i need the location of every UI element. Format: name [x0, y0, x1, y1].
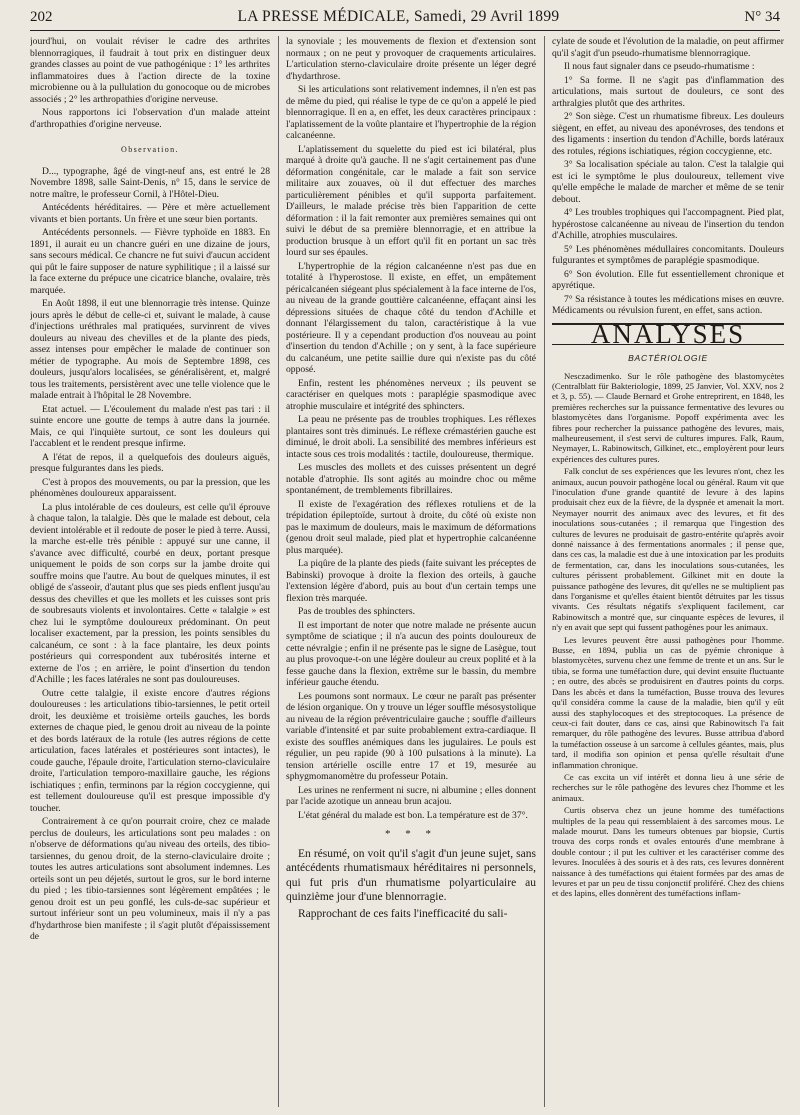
- section-separator-stars: * * *: [385, 828, 437, 840]
- paragraph: En résumé, on voit qu'il s'agit d'un jeune sujet, sans antécédents rhumatismaux héréditaires ni personnels, qui fut pris d'un rhumatisme polyarticulaire au quinzième jour d'une blennorragie.: [286, 847, 536, 903]
- paragraph: 1° Sa forme. Il ne s'agit pas d'inflammation des articulations, mais surtout de douleurs, ce sont des arthralgies plutôt que des arthrites.: [552, 74, 784, 109]
- paragraph: 2° Son siège. C'est un rhumatisme fibreux. Les douleurs siègent, en effet, au niveau des aponévroses, des tendons et des ligaments : insertion du tendon d'Achille, bords latéraux des rotules, régions ischiatiques, région coccygienne, etc.: [552, 111, 784, 157]
- paragraph: 7° Sa résistance à toutes les médications mises en œuvre. Médicaments ou révulsion furent, en effet, sans action.: [552, 293, 784, 316]
- paragraph: C'est à propos des mouvements, ou par la pression, que les phénomènes douloureux apparaissent.: [30, 476, 270, 499]
- paragraph: Il nous faut signaler dans ce pseudo-rhumatisme :: [564, 61, 755, 72]
- column-3: [552, 36, 784, 1109]
- paragraph: Les poumons sont normaux. Le cœur ne paraît pas présenter de lésion organique. On y trouve un léger souffle mésosystolique au niveau de la région préventriculaire gauche ; souffle d'ailleurs variable d'intensité et par suite probablement extra-cardiaque. Il existe des souffles anémiques dans les jugulaires. Le pouls est régulier, un peu rapide (90 à 100 pulsations à la minute). La tension artérielle oscille entre 17 et 19, mesurée au sphygmomanomètre du professeur Potain.: [286, 690, 536, 782]
- paragraph: la synoviale ; les mouvements de flexion et d'extension sont normaux ; on ne peut y provoquer de craquements articulaires. L'articulation sterno-claviculaire droite présente un léger degré d'hydarthrose.: [286, 36, 536, 82]
- paragraph: 4° Les troubles trophiques qui l'accompagnent. Pied plat, hypérostose calcanéenne au niveau de l'insertion du tendon d'Achille, atrophies musculaires.: [552, 207, 784, 241]
- paragraph: D..., typographe, âgé de vingt-neuf ans, est entré le 28 Novembre 1898, salle Saint-Denis, n° 15, dans le service de notre maître, le professeur Cornil, à l'Hôtel-Dieu.: [30, 165, 270, 200]
- page-header: [30, 6, 780, 28]
- header-rule: [30, 30, 780, 31]
- observation-heading: Observation.: [121, 145, 179, 154]
- paragraph: En Août 1898, il eut une blennorragie très intense. Quinze jours après le début de celle-ci et, suivant le malade, à cause d'injections uréthrales mal pratiquées, survinrent de vives douleurs au niveau des chevilles et de la plante des pieds, assez intenses pour empêcher le malade de continuer son métier de typographe. Au mois de Septembre 1898, ces douleurs, jusqu'alors localisées, se généralisèrent, et, malgré tous les traitements, persistèrent avec une telle violence que le malade entrait à l'hôpital le 28 Novembre.: [30, 298, 270, 401]
- issue-number: N° 34: [744, 8, 780, 25]
- column-1: [30, 36, 270, 1109]
- paragraph: Outre cette talalgie, il existe encore d'autres régions douloureuses : les articulations tibio-tarsiennes, le petit orteil droit, les deuxième et troisième orteils gauches, les bords externes de chaque pied, le genou droit au niveau de la pointe et des bords latéraux de la rotule (les autres régions de cette articulation, faces latérales et postérieures sont intactes), le coude gauche, l'épaule droite, l'articulation sterno-claviculaire droite, l'articulation temporo-maxillaire gauche, les régions ischiatiques ; enfin, terminons par la région coccygienne, qui est tellement douloureuse qu'il est presque impossible d'y toucher.: [30, 687, 270, 814]
- paragraph: Antécédents héréditaires. — Père et mère actuellement vivants et bien portants. Un frère et une sœur bien portants.: [30, 202, 270, 225]
- analyses-heading: ANALYSES: [590, 318, 746, 349]
- column-divider: [278, 36, 279, 1107]
- paragraph: 6° Son évolution. Elle fut essentiellement chronique et apyrétique.: [552, 268, 784, 291]
- paragraph: Si les articulations sont relativement indemnes, il n'en est pas de même du pied, qui réalise le type de ce qu'on a appelé le pied blennorragique. Il en a, en effet, les deux caractères principaux : l'aplatissement de la voûte plantaire et l'hypertrophie de la région calcanéenne.: [286, 84, 536, 141]
- paragraph: Enfin, restent les phénomènes nerveux ; ils peuvent se caractériser en quelques mots : paraplégie spasmodique avec atrophie musculaire et intégrité des sphincters.: [286, 377, 536, 412]
- paragraph: Curtis observa chez un jeune homme des tuméfactions multiples de la peau qui ressemblaient à des sarcomes mous. Le malade mourut. Dans les tumeurs obtenues par biopsie, Curtis trouva des corps ronds et ovales entourés d'une membrane à double contour ; il put les cultiver et les caractériser comme des levures. Inoculées à des souris et à des rats, ces levures donnèrent naissance à des tuméfactions qui étaient formées par des amas de levures et par un peu de tissu conjonctif proliféré. Chez des chiens et des lapins, elles donnèrent des tuméfactions inflam-: [552, 805, 784, 899]
- paragraph: Les urines ne renferment ni sucre, ni albumine ; elles donnent par l'acide azotique un anneau brun acajou.: [286, 784, 536, 807]
- paragraph: Antécédents personnels. — Fièvre typhoïde en 1883. En 1891, il aurait eu un chancre guéri en une dizaine de jours, sans secours médical. Ce chancre ne fut suivi d'aucun accident qui pût le faire supposer de nature syphilitique ; il a laissé sur la face externe du prépuce une cicatrice blanche, ovalaire, très marquée.: [30, 227, 270, 296]
- paragraph: jourd'hui, on voulait réviser le cadre des arthrites blennorragiques, il faudrait à tout prix en distinguer deux grandes classes au point de vue pathogénique : 1° les arthrites inflammatoires dues à l'action directe de la toxine microbienne ou à la pullulation du gonocoque ou de microbes associés ; 2° les arthropathies d'origine nerveuse.: [30, 36, 270, 105]
- paragraph: Etat actuel. — L'écoulement du malade n'est pas tari : il suinte encore une goutte de temps à autre dans la journée. Mais, ce qui l'inquiète surtout, ce sont les douleurs qui l'accablent et le rendent presque infirme.: [30, 403, 270, 449]
- paragraph: 3° Sa localisation spéciale au talon. C'est la talalgie qui est ici le symptôme le plus douloureux, tellement vive qu'elle empêche le malade de marcher et même de se tenir debout.: [552, 159, 784, 205]
- paragraph: Falk conclut de ses expériences que les levures n'ont, chez les animaux, aucun pouvoir pathogène local ou général. Raum vit que l'inoculation d'une grande quantité de levure à des lapins produisait chez eux de la fièvre, de la dyspnée et amenait la mort. Neymayer nourrit des animaux avec des levures, et fit des inoculations sous-cutanées ; il remarqua que l'ingestion des cultures de levures ne produisait de gastro-entérite qu'après avoir donné naissance à des fermentations anormales ; il pense que, dans ces cas, la maladie est due à une intoxication par les produits de fermentation, car, dans les inoculations sous-cutanées, les cultures périssent probablement. Gilkinet mit en doute la puissance pathogène des levures, dit qu'elles ne se multiplient pas dans l'organisme et qu'elles étaient bientôt détruites par les tissus vivants. Ces résultats négatifs s'expliquent facilement, car Rabinowitsch a montré que, sur cinquante espèces de levures, il n'y en avait que sept qui fussent pathogènes pour les animaux.: [552, 466, 784, 633]
- paragraph: L'aplatissement du squelette du pied est ici bilatéral, plus marqué à droite qu'à gauche. Il ne s'agit certainement pas d'une déformation congénitale, car le malade a fait son service militaire aux zouaves, où il dut effectuer des marches particulièrement pénibles et qu'il supporta parfaitement. D'ailleurs, le malade précise très bien l'apparition de cette déformation : il la fait remonter aux premières semaines qui ont suivi le début de sa première blennorragie, et en attribue la production brusque à un effort qu'il fit en portant un sac très lourd sur ses épaules.: [286, 143, 536, 258]
- paragraph: Les levures peuvent être aussi pathogènes pour l'homme. Busse, en 1894, publia un cas de pyémie chronique à blastomycètes, survenu chez une femme de trente et un ans. Sur le tibia, se forma une tuméfaction dure, qui devint ensuite fluctuante ; en outre, des abcès se produisirent en d'autres points du corps. Dans les abcès et dans la tuméfaction, Busse trouva des levures qu'il considéra comme la cause de la maladie, bien qu'il y eût aussi des staphylocoques et des streptocoques. La présence de ceux-ci fait douter, dans ce cas, ainsi que Rabinowitsch l'a fait remarquer, du rôle pathogène des levures. Busse attribua d'abord la tuméfaction osseuse à un sarcome à cellules géantes, mais, plus tard, il modifia son opinion et pensa qu'elle résultait d'une inflammation chronique.: [552, 634, 784, 770]
- page-number: 202: [30, 8, 53, 25]
- paragraph: Nesczadimenko. Sur le rôle pathogène des blastomycètes (Centralblatt für Bakteriologie, 1899, 25 Janvier, Vol. XXV, nos 2 et 3, p. 55). — Claude Bernard et Grohe entreprirent, en 1848, les premières recherches sur la puissance fermentative des levures ou blastomycètes dans l'organisme. Popoff expérimenta avec les fibres pour rechercher la puissance pathogène des levures, mais, malheureusement, il s'est servi de cultures impures. Falk, Raum, Neymayer, L. Rabinowitsch, Gilkinet, etc., employèrent pour leurs expériences des cultures pures.: [552, 370, 784, 464]
- paragraph: A l'état de repos, il a quelquefois des douleurs aiguës, presque fulgurantes dans les pieds.: [30, 451, 270, 474]
- paragraph: Ce cas excita un vif intérêt et donna lieu à une série de recherches sur le rôle pathogène des levures chez l'homme et les animaux.: [552, 771, 784, 803]
- paragraph: La piqûre de la plante des pieds (faite suivant les préceptes de Babinski) provoque à droite la flexion des orteils, à gauche l'extension légère d'abord, puis au bout d'un certain temps une flexion très marquée.: [286, 558, 536, 604]
- paragraph: La plus intolérable de ces douleurs, est celle qu'il éprouve à chaque talon, la talalgie. Dès que le malade est debout, cela devient intolérable et il redoute de poser le pied à terre. Aussi, la marche est-elle très pénible : appuyé sur une canne, il s'avance avec difficulté, courbé en deux, portant presque uniquement le poids de son corps sur la jambe droite qui souffre moins que l'autre. Au bout de quelques minutes, il est obligé de s'asseoir, d'autant plus que ses pieds enflent jusqu'au dessus des chevilles et que les mollets et les cuisses sont pris de soubresauts violents et involontaires. Cette « talalgie » est chez lui le symptôme douloureux prédominant. On peut localiser exactement, par la pression, les points sensibles du calcanéum, ce sont : à la face plantaire, les deux points postérieurs qui correspondent aux tubérosités interne et externe de l'os ; en arrière, le point d'insertion du tendon d'Achille ; les faces latérales ne sont pas douloureuses.: [30, 501, 270, 685]
- paragraph: 5° Les phénomènes médullaires concomitants. Douleurs fulgurantes et symptômes de paraplégie spasmodique.: [552, 243, 784, 266]
- journal-title: LA PRESSE MÉDICALE, Samedi, 29 Avril 1899: [237, 8, 560, 25]
- column-2: [286, 36, 536, 1109]
- paragraph: L'état général du malade est bon. La température est de 37°.: [298, 809, 528, 821]
- paragraph: Il existe de l'exagération des réflexes rotuliens et de la trépidation épileptoïde, surtout à droite, du côté où existe non pas le maximum de douleurs, mais le maximum de déformations (genou droit seul malade, pied plat et hypertrophie calcanéenne plus marquée).: [286, 498, 536, 556]
- paragraph: Contrairement à ce qu'on pourrait croire, chez ce malade perclus de douleurs, les articulations sont peu malades : on n'observe de déformations qu'au niveau des orteils, des tibio-tarsiennes, du genou droit, de la sterno-claviculaire droite ; toutes les autres articulations sont absolument indemnes. Les orteils sont un peu déjetés, surtout le gros, sur le bord interne du pied ; les tibio-tarsiennes sont légèrement empâtées ; le genou droit est un peu gonflé, les culs-de-sac supérieur et surtout inférieur sont un peu volumineux, mais il n'y a pas d'hydarthrose bien manifeste ; il s'agit plutôt d'épaississement de: [30, 816, 270, 942]
- paragraph: cylate de soude et l'évolution de la maladie, on peut affirmer qu'il s'agit d'un pseudo-rhumatisme blennorragique.: [552, 36, 784, 59]
- paragraph: La peau ne présente pas de troubles trophiques. Les réflexes plantaires sont très diminués. Le réflexe crémastérien gauche est diminué, le droit aboli. La sensibilité des membres inférieurs est intacte sous ces trois modalités : tactile, douloureuse, thermique.: [286, 414, 536, 460]
- paragraph: Les muscles des mollets et des cuisses présentent un degré notable d'atrophie. Ils sont agités au moindre choc ou même spontanément, de tremblements fibrillaires.: [286, 462, 536, 496]
- paragraph: Rapprochant de ces faits l'inefficacité du sali-: [298, 907, 508, 920]
- column-divider: [544, 36, 545, 1107]
- section-heading: BACTÉRIOLOGIE: [628, 353, 708, 363]
- paragraph: Nous rapportons ici l'observation d'un malade atteint d'arthropathies d'origine nerveuse.: [30, 107, 270, 130]
- paragraph: Pas de troubles des sphincters.: [298, 606, 415, 617]
- paragraph: L'hypertrophie de la région calcanéenne n'est pas due en totalité à l'hyperostose. Il existe, en effet, un empâtement péricalcanéen siégeant plus spécialement à la face interne de l'os, au niveau de la grande gouttière calcanéenne, effaçant ainsi les dépressions situées de chaque côté du tendon d'Achille et donnant l'élargissement du talon, caractéristique à la vue postérieure. Il y a cependant production d'os nouveau au point d'insertion du tendon d'Achille ; on y sent, à la face supérieure du calcanéum, une petite saillie dure qui n'existe pas du côté opposé.: [286, 260, 536, 375]
- paragraph: Il est important de noter que notre malade ne présente aucun symptôme de sciatique ; il n'a aucun des points douloureux de cette névralgie ; enfin il ne présente pas le signe de Lasègue, tout au plus provoque-t-on une légère douleur au creux poplité et à la fesse gauche dans la flexion, extrême sur le bassin, du membre inférieur gauche étendu.: [286, 619, 536, 688]
